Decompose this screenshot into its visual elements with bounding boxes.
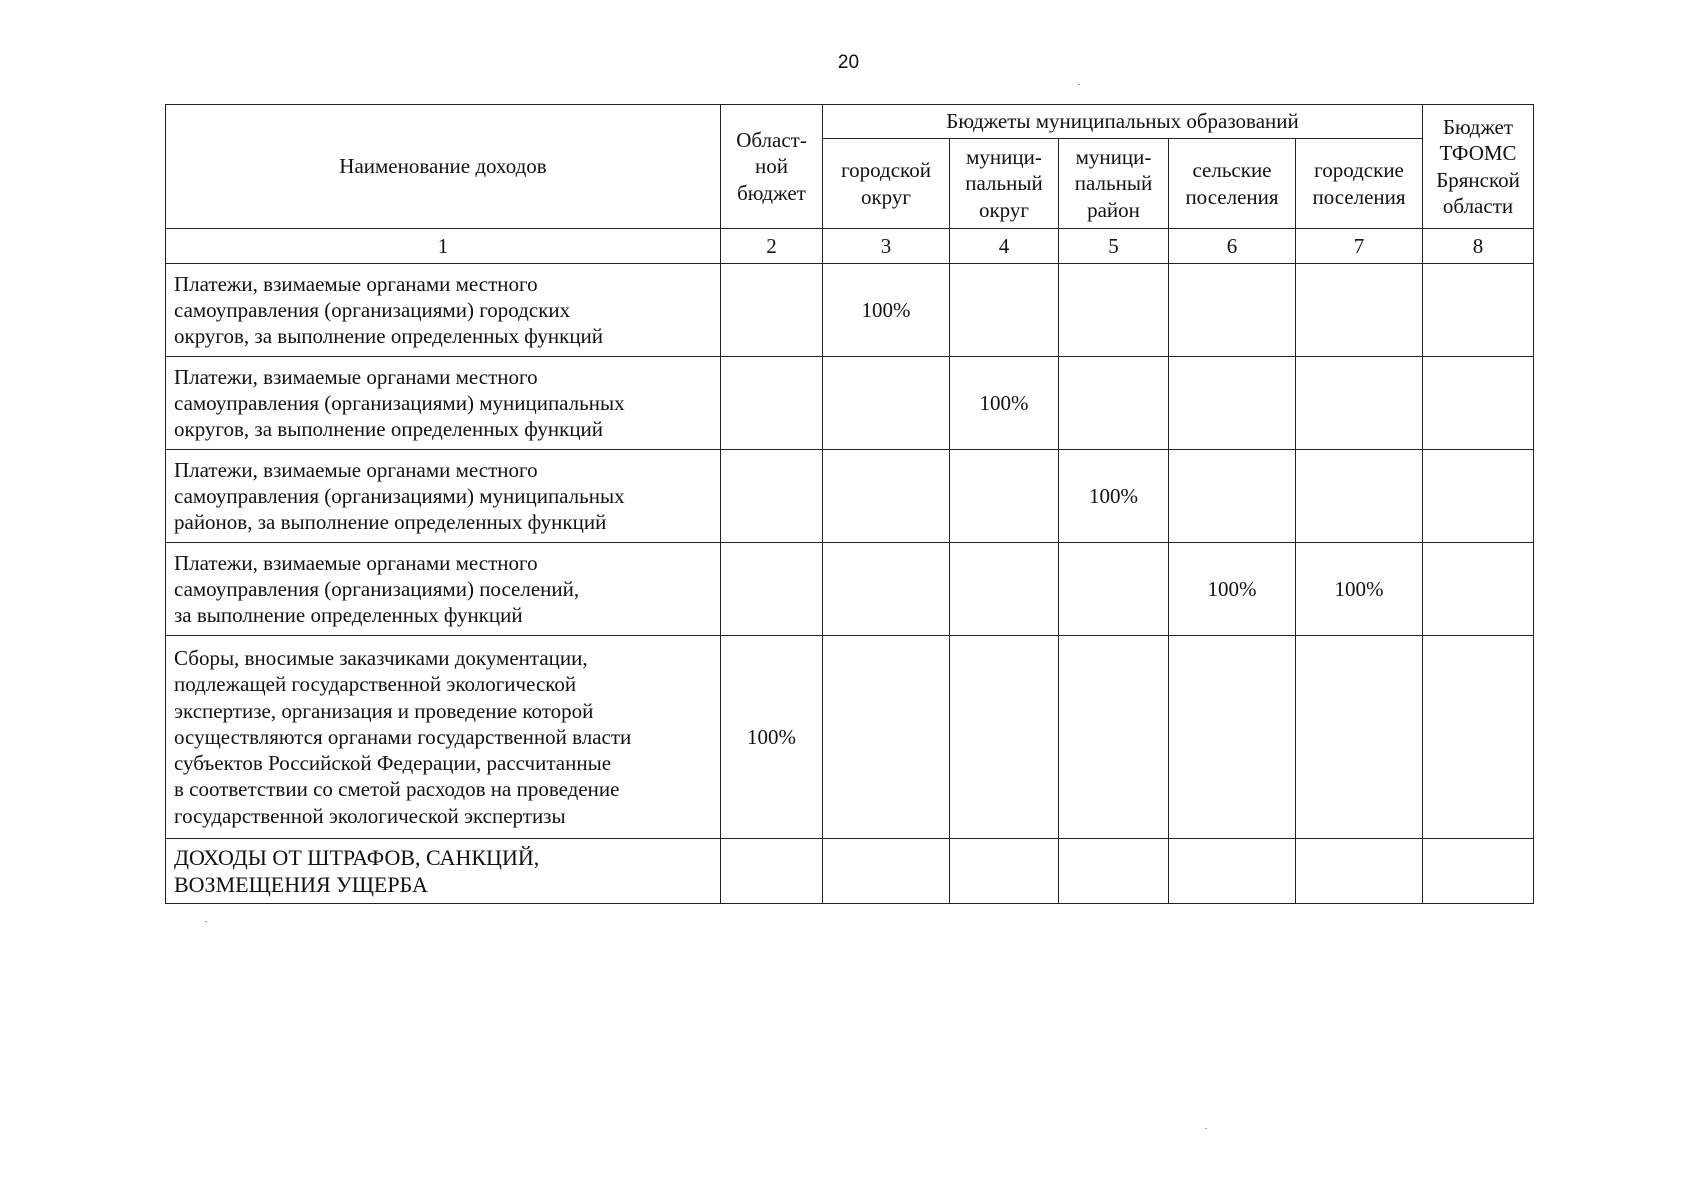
value-cell <box>1423 636 1534 839</box>
value-cell <box>721 357 823 450</box>
value-cell: 100% <box>950 357 1059 450</box>
value-cell <box>823 450 950 543</box>
value-cell <box>1296 264 1423 357</box>
header-municipal-area: муници- пальный район <box>1059 139 1169 229</box>
scan-speck <box>1078 84 1080 85</box>
value-cell <box>1059 636 1169 839</box>
column-number: 7 <box>1296 229 1423 264</box>
header-regional-budget: Област- ной бюджет <box>721 105 823 229</box>
value-cell <box>1296 357 1423 450</box>
value-cell: 100% <box>1296 543 1423 636</box>
header-urban-settlements: городские поселения <box>1296 139 1423 229</box>
value-cell <box>1169 450 1296 543</box>
revenue-distribution-table <box>165 104 1534 904</box>
column-number: 6 <box>1169 229 1296 264</box>
income-name-cell: Сборы, вносимые заказчиками документации, подлежащей государственной экологической экспертизе, организация и проведение которой осуществляются органами государственной власти субъектов Российской Федерации, рассчитанные в соответствии со сметой расходов на проведение государственной экологической экспертизы <box>166 636 721 839</box>
value-cell <box>1169 839 1296 904</box>
value-cell: 100% <box>721 636 823 839</box>
column-number: 2 <box>721 229 823 264</box>
value-cell <box>950 450 1059 543</box>
column-number: 8 <box>1423 229 1534 264</box>
column-number: 5 <box>1059 229 1169 264</box>
value-cell <box>1423 450 1534 543</box>
value-cell <box>950 543 1059 636</box>
column-number: 3 <box>823 229 950 264</box>
column-number: 4 <box>950 229 1059 264</box>
value-cell <box>1059 543 1169 636</box>
value-cell: 100% <box>1169 543 1296 636</box>
table-row <box>166 450 1534 543</box>
value-cell <box>1059 357 1169 450</box>
income-name-cell: Платежи, взимаемые органами местного самоуправления (организациями) городских округов, за выполнение определенных функций <box>166 264 721 357</box>
header-tfoms-budget: Бюджет ТФОМС Брянской области <box>1423 105 1534 229</box>
value-cell <box>1423 543 1534 636</box>
table-row <box>166 839 1534 904</box>
value-cell <box>1423 357 1534 450</box>
value-cell: 100% <box>823 264 950 357</box>
income-name-cell: Платежи, взимаемые органами местного самоуправления (организациями) муниципальных районов, за выполнение определенных функций <box>166 450 721 543</box>
scan-speck <box>205 921 207 922</box>
value-cell <box>1169 636 1296 839</box>
value-cell <box>1169 264 1296 357</box>
scan-speck <box>1205 1128 1207 1129</box>
value-cell <box>950 264 1059 357</box>
value-cell <box>1296 450 1423 543</box>
value-cell: 100% <box>1059 450 1169 543</box>
value-cell <box>823 636 950 839</box>
table-row <box>166 636 1534 839</box>
value-cell <box>950 839 1059 904</box>
value-cell <box>721 839 823 904</box>
income-name-cell: Платежи, взимаемые органами местного самоуправления (организациями) поселений, за выполнение определенных функций <box>166 543 721 636</box>
header-municipal-district: муници- пальный округ <box>950 139 1059 229</box>
value-cell <box>1059 839 1169 904</box>
value-cell <box>1423 264 1534 357</box>
value-cell <box>1423 839 1534 904</box>
page-number: 20 <box>837 52 860 73</box>
header-rural-settlements: сельские поселения <box>1169 139 1296 229</box>
value-cell <box>823 543 950 636</box>
value-cell <box>1296 636 1423 839</box>
header-municipal-budgets: Бюджеты муниципальных образований <box>823 105 1423 139</box>
value-cell <box>721 264 823 357</box>
value-cell <box>1169 357 1296 450</box>
income-section-heading: ДОХОДЫ ОТ ШТРАФОВ, САНКЦИЙ, ВОЗМЕЩЕНИЯ УЩЕРБА <box>166 839 721 904</box>
value-cell <box>950 636 1059 839</box>
value-cell <box>1059 264 1169 357</box>
value-cell <box>721 450 823 543</box>
income-name-cell: Платежи, взимаемые органами местного самоуправления (организациями) муниципальных округов, за выполнение определенных функций <box>166 357 721 450</box>
value-cell <box>721 543 823 636</box>
table-row <box>166 357 1534 450</box>
table-row <box>166 264 1534 357</box>
value-cell <box>823 839 950 904</box>
header-income-name: Наименование доходов <box>166 105 721 229</box>
value-cell <box>823 357 950 450</box>
header-city-district: городской округ <box>823 139 950 229</box>
table-row <box>166 543 1534 636</box>
column-number: 1 <box>166 229 721 264</box>
column-number-row <box>166 229 1534 264</box>
value-cell <box>1296 839 1423 904</box>
